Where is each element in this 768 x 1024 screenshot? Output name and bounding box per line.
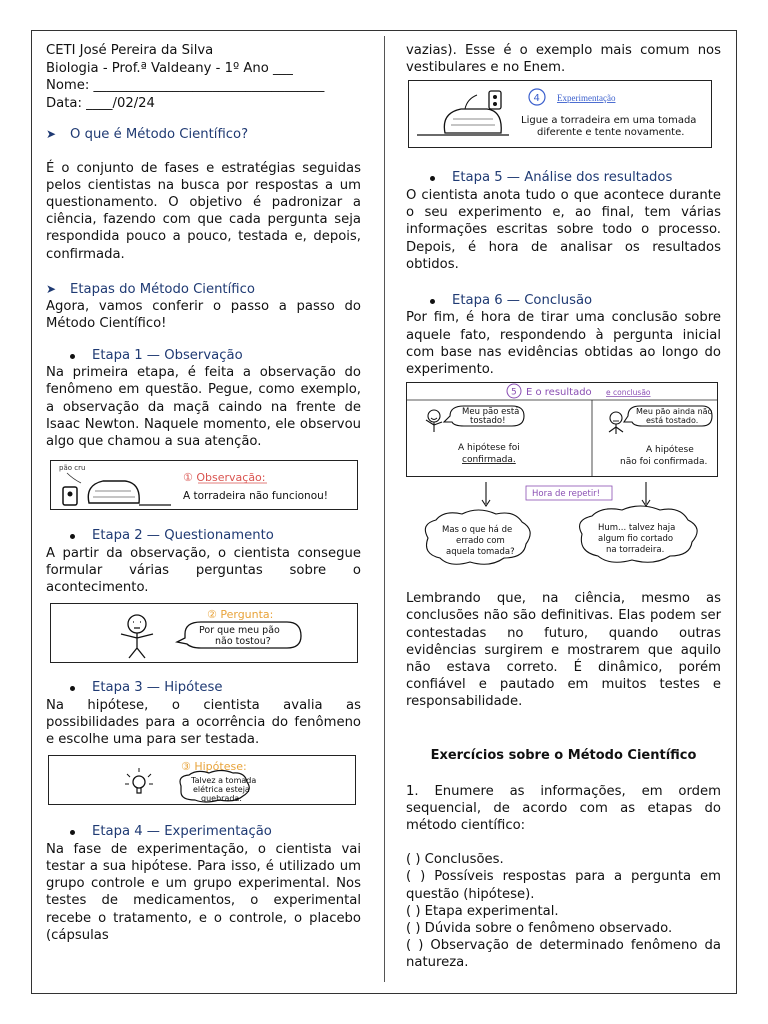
toaster-icon <box>88 481 139 503</box>
cloud-right-line-3: na torradeira. <box>606 545 665 556</box>
step-3-text: Na hipótese, o cientista avalia as possibilidades para a ocorrência do fenômeno e escolhe uma para ser testada. <box>46 697 361 748</box>
step-4-text-continued: vazias). Esse é o exemplo mais comum nos vestibulares e no Enem. <box>406 43 721 76</box>
question-bubble-line-1: Por que meu pão <box>199 625 280 637</box>
left-caption-line-2: confirmada. <box>462 455 516 466</box>
hypothesis-illustration <box>48 755 356 805</box>
step-4-text: Na fase de experimentação, o cientista vai testar a sua hipótese. Para isso, é utilizado um grupo controle e um grupo experimental. Nos testes de medicamentos, o experimental recebe o tratamento, e o controle, o placebo (cápsulas <box>46 841 361 943</box>
hypothesis-bubble-line-3: quebrada. <box>201 794 242 804</box>
neutral-person-icon <box>609 412 623 434</box>
closing-paragraph: Lembrando que, na ciência, mesmo as conclusões não são definitivas. Elas podem ser contestadas no futuro, quando outras evidências surgirem e mostrarem que aquilo não estava correto. É dinâmico, porém confiável e pautado em muitos testes e responsabilidade. <box>406 591 721 710</box>
cloud-right-line-2: algum fio cortado <box>598 534 674 545</box>
name-field[interactable]: Nome: ___________________________________ <box>46 78 325 93</box>
exercise-item-1[interactable]: ( ) Conclusões. <box>406 852 504 868</box>
exercise-item-4[interactable]: ( ) Dúvida sobre o fenômeno observado. <box>406 921 673 937</box>
happy-person-icon <box>426 410 442 432</box>
hypothesis-label: ③ Hipótese: <box>181 760 247 774</box>
left-column <box>46 42 361 944</box>
exercise-question: 1. Enumere as informações, em ordem sequencial, de acordo com as etapas do método científico: <box>406 783 721 834</box>
exercises-title: Exercícios sobre o Método Científico <box>430 747 697 763</box>
right-column <box>406 42 721 972</box>
step-5-title: Etapa 5 — Análise dos resultados <box>406 169 721 187</box>
step-4-title: Etapa 4 — Experimentação <box>46 823 361 841</box>
step-3-title: Etapa 3 — Hipótese <box>46 679 361 697</box>
cloud-left-line-2: errado com <box>456 536 505 547</box>
step-6-title: Etapa 6 — Conclusão <box>406 292 721 310</box>
lightbulb-icon <box>125 768 153 793</box>
subject-line: Biologia - Prof.ª Valdeany - 1º Ano ___ <box>46 60 293 76</box>
column-divider <box>384 36 385 982</box>
step-2-title: Etapa 2 — Questionamento <box>46 527 361 545</box>
conclusion-illustration <box>406 382 718 590</box>
exercise-item-2[interactable]: ( ) Possíveis respostas para a pergunta em questão (hipótese). <box>406 869 721 902</box>
exercise-item-5[interactable]: ( ) Observação de determinado fenômeno da natureza. <box>406 938 721 971</box>
result-label: E o resultado <box>526 387 592 399</box>
right-bubble-line-2: está tostado. <box>646 416 699 426</box>
steps-intro-paragraph: Agora, vamos conferir o passo a passo do Método Científico! <box>46 299 361 332</box>
left-caption-line-1: A hipótese foi <box>458 443 520 454</box>
right-caption-line-2: não foi confirmada. <box>620 457 708 468</box>
toaster-icon <box>444 109 501 133</box>
observation-caption: A torradeira não funcionou! <box>183 490 328 503</box>
experiment-illustration <box>408 80 712 148</box>
repeat-label: Hora de repetir! <box>532 489 601 500</box>
result-label-small: e conclusão <box>606 388 651 398</box>
step-6-text: Por fim, é hora de tirar uma conclusão sobre aquele fato, respondendo à pergunta inicial com base nas evidências obtidas ao longo do experimento. <box>406 310 721 378</box>
school-name: CETI José Pereira da Silva <box>46 43 214 58</box>
question-label: ② Pergunta: <box>207 608 274 622</box>
step-1-text: Na primeira etapa, é feita a observação do fenômeno em questão. Pegue, como exemplo, a observação da maçã caindo na frente de Isaac Newton. Naquele momento, ele observou algo que chamou a sua atenção. <box>46 365 361 449</box>
intro-paragraph: É o conjunto de fases e estratégias seguidas pelos cientistas na busca por respostas a um questionamento. O objetivo é padronizar a ciência, fazendo com que cada pergunta seja respondida pouco a pouco, testada e, depois, confirmada. <box>46 160 361 262</box>
cloud-left-line-1: Mas o que há de <box>442 525 513 536</box>
cloud-right-line-1: Hum... talvez haja <box>598 523 676 534</box>
experiment-caption-line-2: diferente e tente novamente. <box>537 127 685 139</box>
experiment-number: 4 <box>533 93 540 105</box>
question-bubble-line-2: não tostou? <box>215 636 271 648</box>
observation-label: ① Observação: <box>183 471 266 485</box>
hypothesis-bubble-line-1: Talvez a tomada <box>191 776 257 786</box>
experiment-label: Experimentação <box>557 93 616 104</box>
left-bubble-line-2: tostado! <box>470 416 506 427</box>
cloud-left-line-3: aquela tomada? <box>446 547 515 558</box>
section-heading-what-is: ➤ O que é Método Científico? <box>46 126 361 144</box>
hypothesis-bubble-line-2: elétrica esteja <box>193 785 250 795</box>
section-heading-steps: ➤ Etapas do Método Científico <box>46 281 361 299</box>
step-2-text: A partir da observação, o cientista consegue formular várias perguntas sobre o acontecimento. <box>46 545 361 596</box>
outlet-icon <box>489 91 501 109</box>
date-field[interactable]: Data: ____/02/24 <box>46 95 155 111</box>
right-caption-line-1: A hipótese <box>646 445 694 456</box>
observation-illustration <box>50 460 358 510</box>
experiment-caption-line-1: Ligue a torradeira em uma tomada <box>521 115 697 127</box>
result-number: 5 <box>511 387 517 398</box>
exercise-item-3[interactable]: ( ) Etapa experimental. <box>406 903 559 919</box>
step-5-text: O cientista anota tudo o que acontece durante o seu experimento e, ao final, tem várias informações escritas sobre todo o processo. Depois, é hora de analisar os resultados obtidos. <box>406 187 721 272</box>
question-illustration <box>50 603 358 663</box>
left-bubble-line-1: Meu pão está <box>462 407 520 418</box>
step-1-title: Etapa 1 — Observação <box>46 347 361 365</box>
person-icon <box>128 615 146 633</box>
side-label: pão cru <box>59 464 86 473</box>
right-bubble-line-1: Meu pão ainda não <box>636 407 713 417</box>
